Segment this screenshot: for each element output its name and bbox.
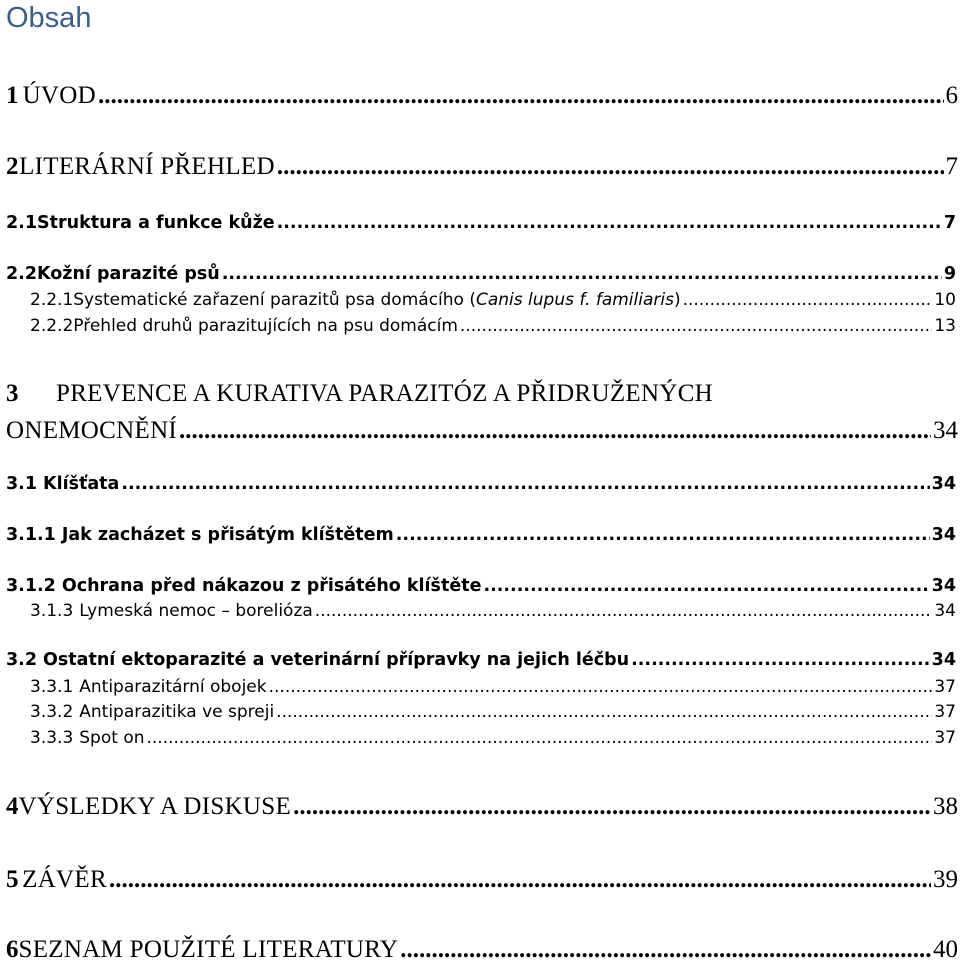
toc-label: Klíšťata xyxy=(43,474,120,494)
toc-page-number: 6 xyxy=(945,82,958,109)
toc-number: 2.2 xyxy=(6,264,38,284)
toc-label: VÝSLEDKY A DISKUSE xyxy=(18,793,292,820)
page-title: Obsah xyxy=(6,2,92,34)
toc-number: 5 xyxy=(6,866,19,893)
toc-entry-struktura-kuze[interactable] xyxy=(0,213,960,237)
toc-entry-kozni-parazite[interactable] xyxy=(0,264,960,288)
toc-label: Antiparazitární obojek xyxy=(79,677,267,697)
toc-number: 1 xyxy=(6,82,19,109)
toc-entry-prevence-line2[interactable] xyxy=(0,417,960,447)
toc-leader-dots xyxy=(121,474,929,494)
toc-entry-vysledky[interactable] xyxy=(0,793,960,823)
toc-leader-dots xyxy=(483,576,929,596)
toc-page-number: 38 xyxy=(933,793,958,820)
toc-leader-dots xyxy=(396,525,930,545)
toc-number: 6 xyxy=(6,936,19,963)
toc-label: Kožní parazité psů xyxy=(37,264,220,284)
toc-entry-lymeska-nemoc[interactable] xyxy=(0,601,960,625)
toc-entry-antiparazitarni-obojek[interactable] xyxy=(0,677,960,701)
toc-leader-dots xyxy=(147,728,933,748)
toc-number: 3.3.1 xyxy=(30,677,74,697)
toc-entry-prevence-line1[interactable] xyxy=(0,380,960,410)
toc-number: 3.2 xyxy=(6,650,38,670)
toc-number: 2.2.1 xyxy=(30,290,74,310)
toc-entry-systematicke-zarazeni[interactable] xyxy=(0,290,960,314)
toc-entry-jak-zachazet[interactable] xyxy=(0,525,960,549)
toc-label: Přehled druhů parazitujících na psu domácím xyxy=(73,316,458,336)
toc-page-number: 37 xyxy=(934,728,956,748)
toc-leader-dots xyxy=(277,153,944,181)
toc-page-number: 34 xyxy=(931,525,956,545)
toc-page-number: 37 xyxy=(934,677,956,697)
toc-label: Jak zacházet s přisátým klíštětem xyxy=(61,525,394,545)
toc-number: 3.1.3 xyxy=(30,601,74,621)
toc-page-number: 7 xyxy=(943,213,956,233)
toc-label: ÚVOD xyxy=(22,82,96,109)
toc-leader-dots xyxy=(269,677,933,697)
toc-page-number: 34 xyxy=(931,474,956,494)
toc-page-number: 37 xyxy=(934,702,956,722)
toc-number: 3 xyxy=(6,380,19,407)
toc-label: Lymeská nemoc – borelióza xyxy=(79,601,313,621)
toc-leader-dots xyxy=(222,264,942,284)
toc-label: PREVENCE A KURATIVA PARAZITÓZ A PŘIDRUŽENÝCH xyxy=(56,380,714,407)
toc-number: 4 xyxy=(6,793,19,820)
toc-page-number: 7 xyxy=(945,153,958,180)
toc-leader-dots xyxy=(98,82,944,110)
toc-entry-antiparazitika-sprej[interactable] xyxy=(0,702,960,726)
toc-number: 2.1 xyxy=(6,213,38,233)
toc-leader-dots xyxy=(460,316,932,336)
toc-page-number: 9 xyxy=(943,264,956,284)
toc-leader-dots xyxy=(276,702,932,722)
toc-label: Systematické zařazení parazitů psa domácího (Canis lupus f. familiaris) xyxy=(73,290,681,310)
toc-number: 3.1.2 xyxy=(6,576,56,596)
toc-page-number: 34 xyxy=(934,601,956,621)
toc-label: Ostatní ektoparazité a veterinární přípravky na jejich léčbu xyxy=(43,650,630,670)
toc-leader-dots xyxy=(277,213,942,233)
toc-number: 3.1.1 xyxy=(6,525,56,545)
toc-leader-dots xyxy=(315,601,933,621)
toc-page-number: 34 xyxy=(931,576,956,596)
toc-number: 3.3.2 xyxy=(30,702,74,722)
toc-page-number: 13 xyxy=(934,316,956,336)
toc-entry-ostatni-ektoparazite[interactable] xyxy=(0,650,960,674)
toc-leader-dots xyxy=(683,290,933,310)
toc-label: Ochrana před nákazou z přisátého klíštěte xyxy=(61,576,482,596)
toc-page-number: 34 xyxy=(933,417,958,444)
toc-page-number: 40 xyxy=(933,936,958,963)
toc-label: Antiparazitika ve spreji xyxy=(79,702,275,722)
toc-label: SEZNAM POUŽITÉ LITERATURY xyxy=(18,936,399,963)
toc-number: 2 xyxy=(6,153,19,180)
toc-label: LITERÁRNÍ PŘEHLED xyxy=(19,153,275,180)
toc-entry-klistata[interactable] xyxy=(0,474,960,498)
toc-entry-seznam-literatury[interactable] xyxy=(0,936,960,966)
toc-entry-ochrana[interactable] xyxy=(0,576,960,600)
toc-page-number: 34 xyxy=(931,650,956,670)
toc-entry-spot-on[interactable] xyxy=(0,728,960,752)
toc-leader-dots xyxy=(631,650,930,670)
toc-entry-zaver[interactable] xyxy=(0,866,960,896)
toc-entry-literarni-prehled[interactable] xyxy=(0,153,960,183)
toc-label: ZÁVĚR xyxy=(22,866,107,893)
toc-leader-dots xyxy=(400,936,931,964)
toc-label: Struktura a funkce kůže xyxy=(37,213,275,233)
toc-entry-prehled-druhu[interactable] xyxy=(0,316,960,340)
toc-number: 2.2.2 xyxy=(30,316,74,336)
toc-label: ONEMOCNĚNÍ xyxy=(6,417,178,444)
toc-leader-dots xyxy=(179,417,931,445)
toc-page-number: 39 xyxy=(933,866,958,893)
toc-number: 3.1 xyxy=(6,474,38,494)
toc-entry-uvod[interactable] xyxy=(0,82,960,112)
toc-number: 3.3.3 xyxy=(30,728,74,748)
toc-leader-dots xyxy=(109,866,931,894)
toc-label: Spot on xyxy=(79,728,145,748)
toc-page-number: 10 xyxy=(934,290,956,310)
toc-leader-dots xyxy=(293,793,931,821)
